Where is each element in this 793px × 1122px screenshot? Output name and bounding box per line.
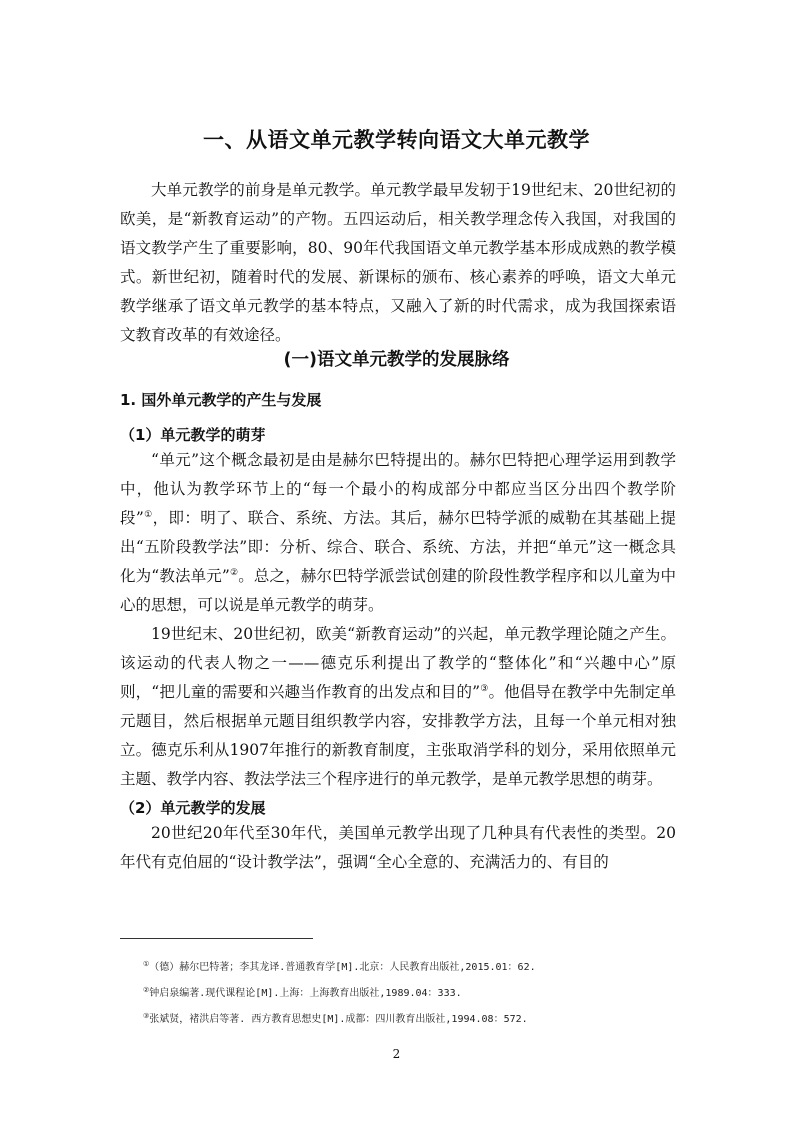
paragraph-text: “单元”这个概念最初是由是赫尔巴特提出的。赫尔巴特把心理学运用到教学中，他认为教学环节上的“每一个最小的构成部分中都应当区分出四个教学阶段” xyxy=(120,451,676,527)
footnote-ref-1: ① xyxy=(143,510,153,520)
footnote-mark: ③ xyxy=(143,1012,150,1020)
footnote-ref-3: ③ xyxy=(480,684,489,694)
footnote-ref-2: ② xyxy=(229,568,239,578)
paragraph-text: 19世纪末、20世纪初，欧美“新教育运动”的兴起，单元教学理论随之产生。该运动的代表人物之一——德克乐利提出了教学的“整体化”和“兴趣中心”原则，“把儿童的需要和兴趣当作教育的出发点和目的” xyxy=(120,625,676,701)
paragraph-text: 。总之，赫尔巴特学派尝试创建的阶段性教学程序和以儿童为中心的思想，可以说是单元教学的萌芽。 xyxy=(120,567,676,614)
paragraph-text: ，即：明了、联合、系统、方法。其后，赫尔巴特学派的威勒在其基础上提出“五阶段教学法”即：分析、综合、联合、系统、方法，并把“单元”这一概念具化为“教法单元” xyxy=(120,509,676,585)
footnote-text: 张斌贤，褚洪启等著. 西方教育思想史[M].成都：四川教育出版社,1994.08：572. xyxy=(149,1014,528,1025)
footnote-3 xyxy=(143,1010,528,1025)
chapter-title: 一、从语文单元教学转向语文大单元教学 xyxy=(203,128,590,152)
body-section-1 xyxy=(120,446,676,794)
section-heading: (一)语文单元教学的发展脉络 xyxy=(283,350,510,370)
footnote-text: 钟启泉编著.现代课程论[M].上海：上海教育出版社,1989.04：333. xyxy=(149,988,462,999)
footnote-mark: ② xyxy=(143,986,150,994)
subsubsection-heading-1: （1）单元教学的萌芽 xyxy=(120,426,266,444)
footnote-separator xyxy=(120,938,313,939)
intro-section xyxy=(120,176,676,350)
body-section-2 xyxy=(120,819,676,877)
paragraph-herbart xyxy=(120,446,676,620)
page-number: 2 xyxy=(392,1047,401,1061)
paragraph-kilpatrick: 20世纪20年代至30年代，美国单元教学出现了几种具有代表性的类型。20年代有克伯屈的“设计教学法”，强调“全心全意的、充满活力的、有目的 xyxy=(120,824,676,871)
footnote-1 xyxy=(143,958,536,973)
subsubsection-heading-2: （2）单元教学的发展 xyxy=(120,799,266,817)
footnote-text: （德）赫尔巴特著；李其龙译.普通教育学[M].北京：人民教育出版社,2015.01：62. xyxy=(149,962,536,973)
footnote-2 xyxy=(143,984,462,999)
intro-paragraph: 大单元教学的前身是单元教学。单元教学最早发轫于19世纪末、20世纪初的欧美，是“新教育运动”的产物。五四运动后，相关教学理念传入我国，对我国的语文教学产生了重要影响，80、90年代我国语文单元教学基本形成成熟的教学模式。新世纪初，随着时代的发展、新课标的颁布、核心素养的呼唤，语文大单元教学继承了语文单元教学的基本特点，又融入了新的时代需求，成为我国探索语文教育改革的有效途径。 xyxy=(120,181,676,344)
paragraph-decroly xyxy=(120,620,676,794)
footnote-mark: ① xyxy=(143,960,150,968)
paragraph-text: 。他倡导在教学中先制定单元题目，然后根据单元题目组织教学内容，安排教学方法，且每一个单元相对独立。德克乐利从1907年推行的新教育制度，主张取消学科的划分，采用依照单元主题、教学内容、教法学法三个程序进行的单元教学，是单元教学思想的萌芽。 xyxy=(120,683,676,788)
subsection-heading: 1. 国外单元教学的产生与发展 xyxy=(120,391,322,409)
